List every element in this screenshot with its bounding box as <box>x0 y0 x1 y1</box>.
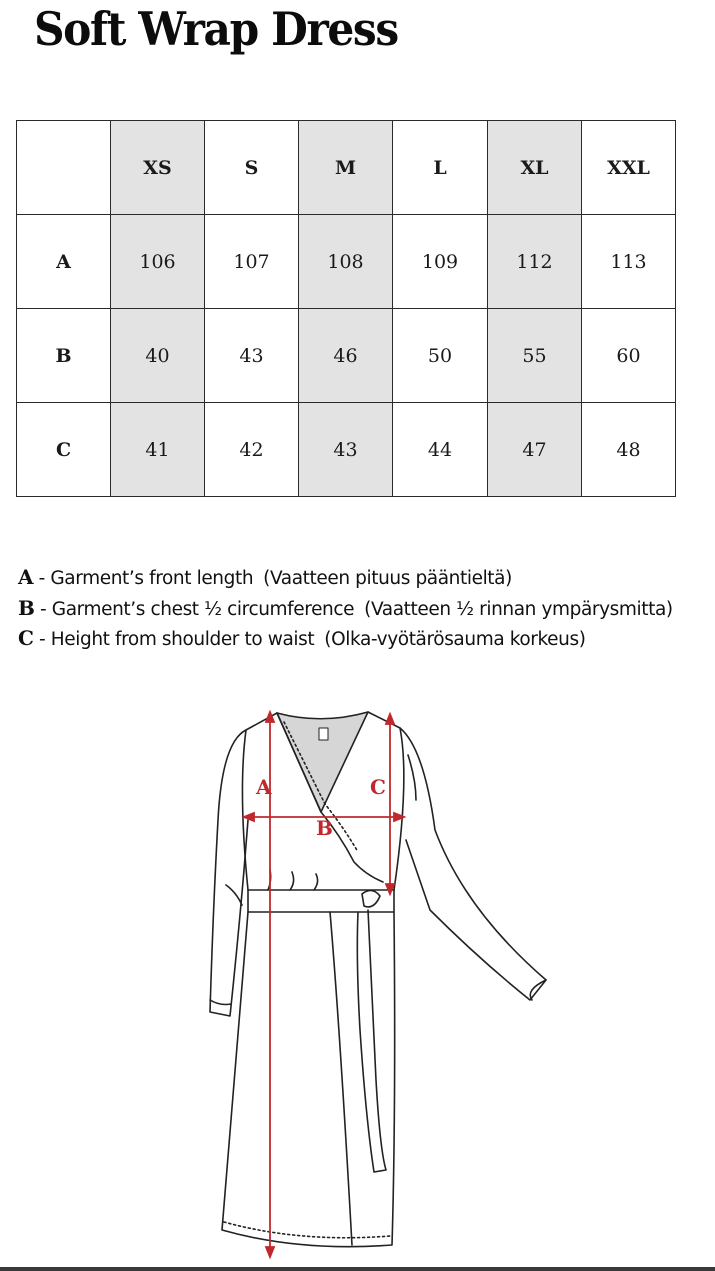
legend-finnish-a: (Vaatteen pituus pääntieltä) <box>263 568 512 589</box>
dress-illustration <box>180 700 560 1265</box>
measurement-legend <box>18 562 673 654</box>
skirt-hem-stitch <box>224 1222 390 1238</box>
legend-item-b <box>18 593 673 624</box>
skirt-outline <box>222 912 395 1247</box>
cell-a-s: 107 <box>205 215 299 309</box>
measurement-row-b <box>17 309 676 403</box>
size-header-xxl: XXL <box>582 121 676 215</box>
legend-text-c: - Height from shoulder to waist <box>33 629 315 650</box>
size-header-xl: XL <box>488 121 582 215</box>
right-sleeve <box>400 728 546 1000</box>
size-header-l: L <box>393 121 488 215</box>
measurement-row-c <box>17 403 676 497</box>
measure-label-a: A <box>256 775 272 799</box>
measure-arrow-a-top <box>266 712 274 722</box>
bottom-rule <box>0 1267 715 1271</box>
cell-a-xxl: 113 <box>582 215 676 309</box>
measure-label-b: B <box>316 816 333 840</box>
cell-b-xs: 40 <box>111 309 205 403</box>
legend-text-b: - Garment’s chest ½ circumference <box>34 598 355 620</box>
legend-key-b: B <box>18 595 35 620</box>
hanging-tie <box>357 910 386 1172</box>
row-label-b: B <box>17 309 111 403</box>
cell-b-m: 46 <box>299 309 393 403</box>
cell-c-l: 44 <box>393 403 488 497</box>
measure-arrow-c-top <box>386 714 394 724</box>
row-label-a: A <box>17 215 111 309</box>
cell-a-xs: 106 <box>111 215 205 309</box>
legend-key-c: C <box>18 626 34 650</box>
right-elbow-fold <box>408 755 416 800</box>
cell-c-xl: 47 <box>488 403 582 497</box>
cell-c-m: 43 <box>299 403 393 497</box>
legend-key-a: A <box>18 565 34 589</box>
legend-finnish-b: (Vaatteen ½ rinnan ympärysmitta) <box>364 598 673 620</box>
size-header-m: M <box>299 121 393 215</box>
cell-b-l: 50 <box>393 309 488 403</box>
measure-arrow-c-bottom <box>386 884 394 894</box>
size-header-row <box>17 121 676 215</box>
legend-item-a <box>18 562 673 593</box>
skirt-front-drape <box>330 912 352 1245</box>
legend-finnish-c: (Olka-vyötärösauma korkeus) <box>324 629 586 650</box>
cell-a-xl: 112 <box>488 215 582 309</box>
left-cuff <box>210 1000 231 1005</box>
corner-cell <box>17 121 111 215</box>
measure-label-c: C <box>370 775 386 799</box>
size-header-xs: XS <box>111 121 205 215</box>
cell-a-m: 108 <box>299 215 393 309</box>
label-tag <box>319 728 328 740</box>
cell-b-xl: 55 <box>488 309 582 403</box>
measure-arrow-a-bottom <box>266 1247 274 1257</box>
legend-text-a: - Garment’s front length <box>33 568 254 589</box>
size-chart-table <box>16 120 676 497</box>
back-neckline-shape <box>277 712 368 812</box>
cell-a-l: 109 <box>393 215 488 309</box>
cell-c-xs: 41 <box>111 403 205 497</box>
cell-c-s: 42 <box>205 403 299 497</box>
cell-b-s: 43 <box>205 309 299 403</box>
size-header-s: S <box>205 121 299 215</box>
page-title: Soft Wrap Dress <box>34 2 398 56</box>
measurement-row-a <box>17 215 676 309</box>
row-label-c: C <box>17 403 111 497</box>
left-elbow-fold <box>226 885 242 905</box>
cell-c-xxl: 48 <box>582 403 676 497</box>
tie-knot <box>362 890 380 906</box>
waist-gathers <box>268 870 318 890</box>
measure-arrow-b-left <box>244 813 254 821</box>
legend-item-c <box>18 623 673 654</box>
cell-b-xxl: 60 <box>582 309 676 403</box>
